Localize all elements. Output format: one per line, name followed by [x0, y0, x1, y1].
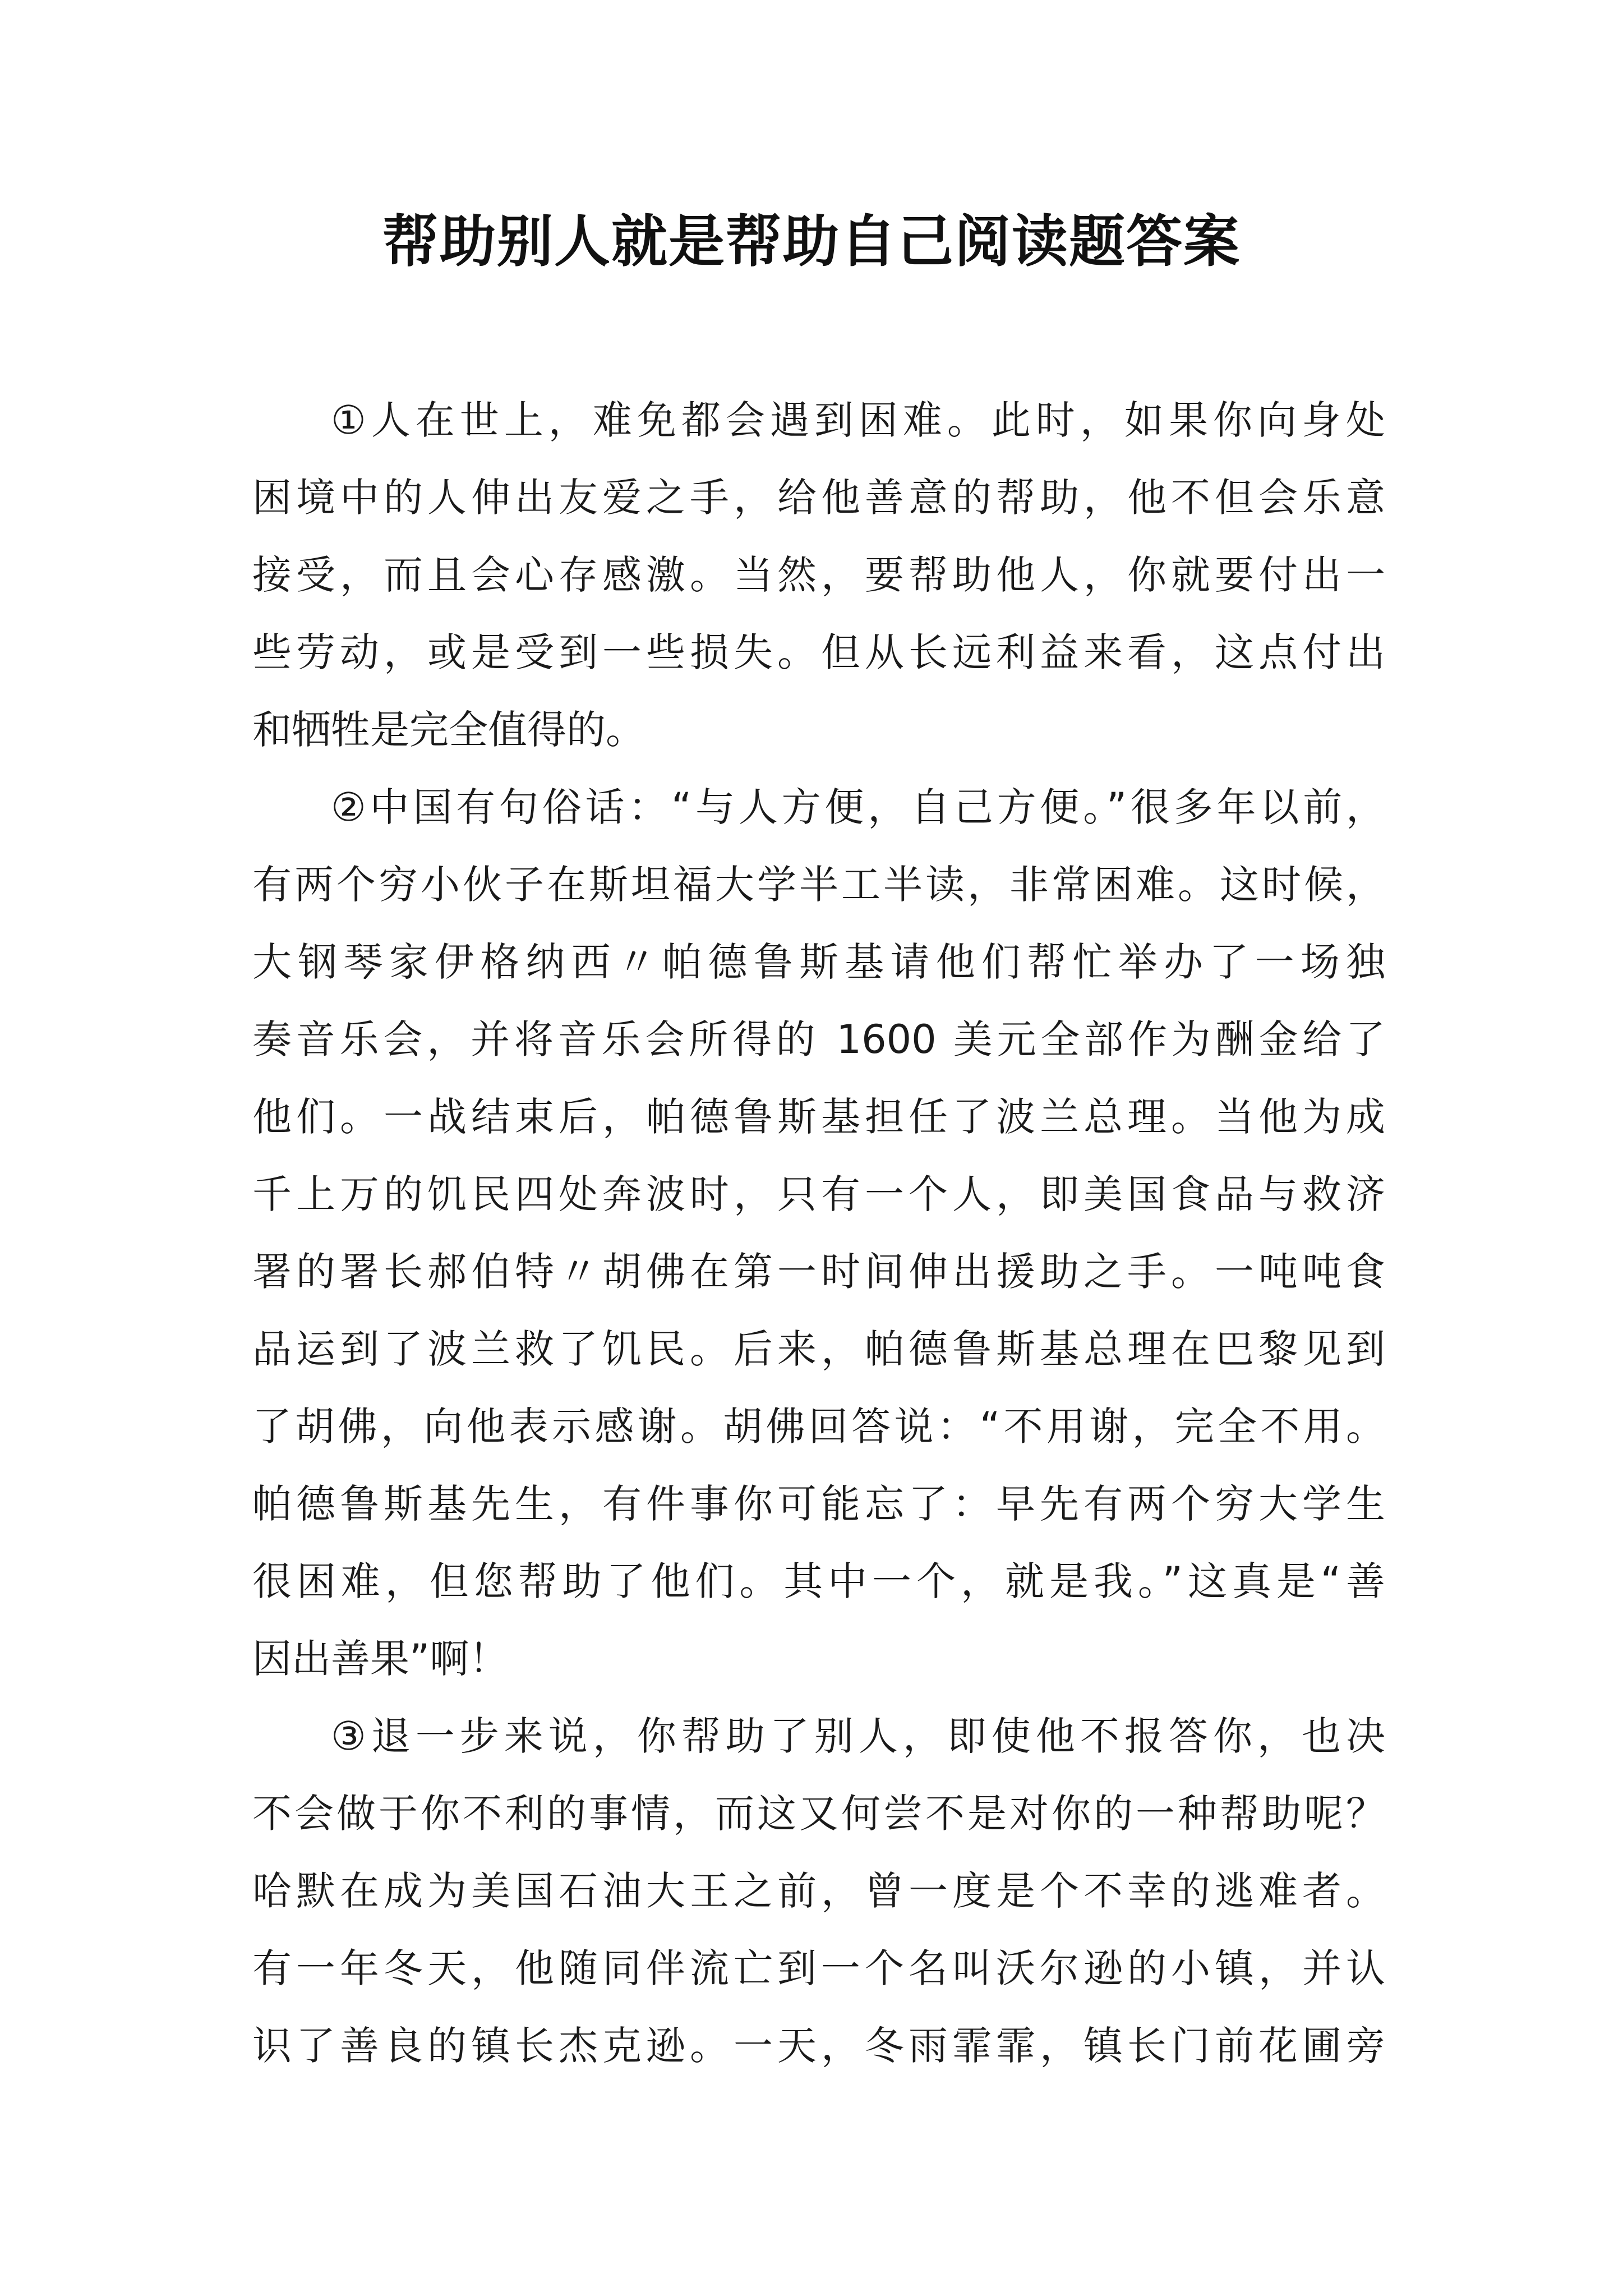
paragraph-line: 他们。一战结束后，帕德鲁斯基担任了波兰总理。当他为成 — [252, 1094, 1385, 1140]
paragraph-line: 帕德鲁斯基先生，有件事你可能忘了：早先有两个穷大学生 — [252, 1481, 1385, 1527]
paragraph-2 — [252, 769, 1385, 1697]
document-title: 帮助别人就是帮助自己阅读题答案 — [382, 208, 1241, 274]
paragraph-line: 品运到了波兰救了饥民。后来，帕德鲁斯基总理在巴黎见到 — [252, 1326, 1385, 1372]
paragraph-line: 哈默在成为美国石油大王之前，曾一度是个不幸的逃难者。 — [252, 1868, 1385, 1914]
document-body — [252, 381, 1385, 2085]
paragraph-line: 奏音乐会，并将音乐会所得的 1600 美元全部作为酬金给了 — [252, 1016, 1385, 1062]
paragraph-line: 有一年冬天，他随同伴流亡到一个名叫沃尔逊的小镇，并认 — [252, 1945, 1385, 1991]
paragraph-line: 大钢琴家伊格纳西〃帕德鲁斯基请他们帮忙举办了一场独 — [252, 939, 1385, 985]
paragraph-line: ①人在世上，难免都会遇到困难。此时，如果你向身处 — [331, 397, 1385, 443]
paragraph-line: 不会做于你不利的事情，而这又何尝不是对你的一种帮助呢？ — [252, 1791, 1385, 1837]
paragraph-3 — [252, 1697, 1385, 2085]
paragraph-line: ③退一步来说，你帮助了别人，即使他不报答你，也决 — [331, 1713, 1385, 1759]
paragraph-line: 很困难，但您帮助了他们。其中一个，就是我。”这真是“善 — [252, 1558, 1385, 1604]
paragraph-line: 困境中的人伸出友爱之手，给他善意的帮助，他不但会乐意 — [252, 475, 1385, 521]
paragraph-line: 千上万的饥民四处奔波时，只有一个人，即美国食品与救济 — [252, 1171, 1385, 1217]
paragraph-line: ②中国有句俗话：“与人方便，自己方便。”很多年以前， — [331, 784, 1385, 830]
paragraph-line: 些劳动，或是受到一些损失。但从长远利益来看，这点付出 — [252, 629, 1385, 675]
paragraph-line: 因出善果”啊！ — [252, 1636, 509, 1682]
paragraph-line: 了胡佛，向他表示感谢。胡佛回答说：“不用谢，完全不用。 — [252, 1404, 1385, 1450]
paragraph-line: 署的署长郝伯特〃胡佛在第一时间伸出援助之手。一吨吨食 — [252, 1249, 1385, 1295]
paragraph-line: 识了善良的镇长杰克逊。一天，冬雨霏霏，镇长门前花圃旁 — [252, 2023, 1385, 2069]
paragraph-line: 接受，而且会心存感激。当然，要帮助他人，你就要付出一 — [252, 552, 1385, 598]
paragraph-1 — [252, 381, 1385, 769]
paragraph-line: 有两个穷小伙子在斯坦福大学半工半读，非常困难。这时候， — [252, 862, 1385, 908]
paragraph-line: 和牺牲是完全值得的。 — [252, 707, 645, 753]
